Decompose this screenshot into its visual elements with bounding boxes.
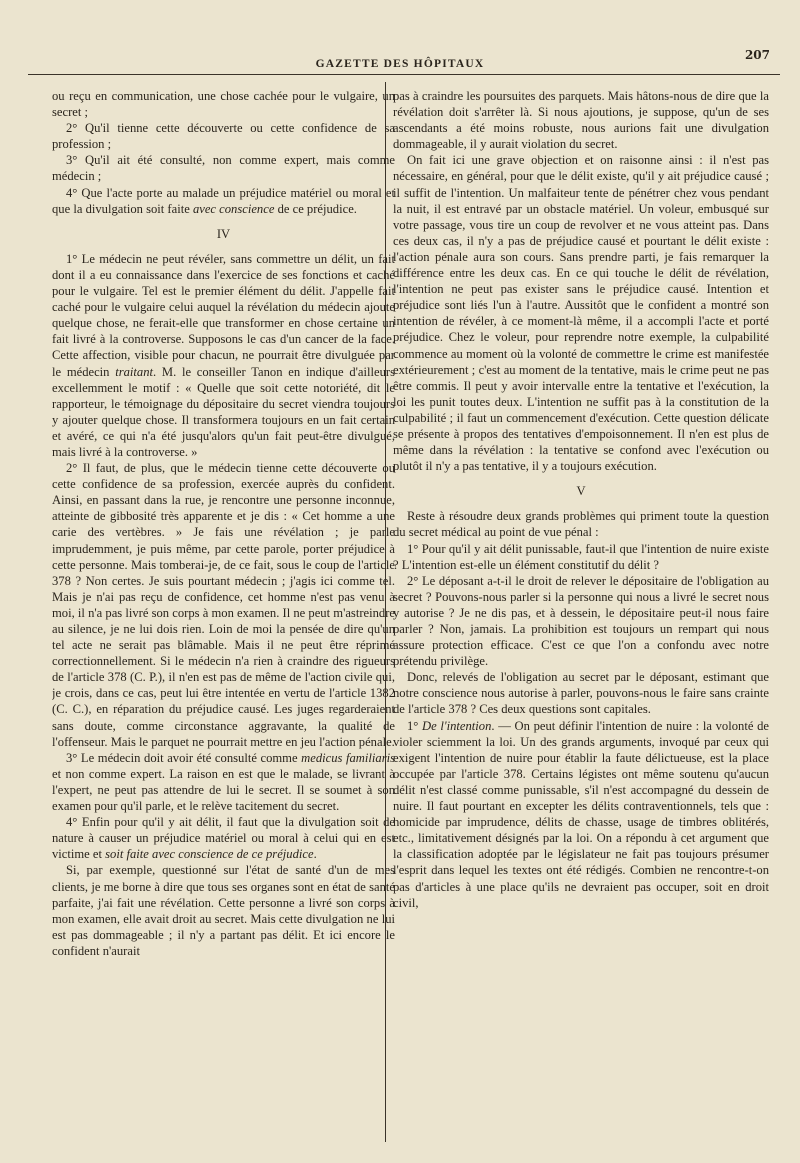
paragraph bbox=[52, 185, 395, 217]
running-header: GAZETTE DES HÔPITAUX bbox=[315, 58, 485, 70]
paragraph bbox=[393, 718, 769, 911]
paragraph: 2° Qu'il tienne cette découverte ou cette confidence de sa profession ; bbox=[52, 121, 395, 152]
paragraph: Si, par exemple, questionné sur l'état de santé d'un de mes clients, je me borne à dire que tous ses organes sont en état de santé parfaite, j'ai fait une révélation. Cette personne a livré son corps à mon examen, elle avait droit au secret. Mais cette divulgation ne lui est pas dommageable ; il n'y a partant pas délit. Et ici encore le confident n'aurait bbox=[52, 863, 395, 958]
text-run: . — On peut définir l'intention de nuire : la volonté de violer sciemment la loi. Un des grands arguments, invoqué par ceux qui exigent l'intention de nuire pour établir la faute délictueuse, est la place occupée par l'article 378. Certains légistes ont même soutenu qu'aucun délit n'est classé comme punissable, s'il n'est accompagné du dessein de nuire. Il faut pourtant en excepter les délits contraventionnels, tels que : homicide par imprudence, délits de chasse, usage de timbres oblitérés, etc., limitativement désignés par la loi. On a répondu à cet argument que la classification adoptée par le législateur ne fait pas toujours présumer l'esprit dans lequel les textes ont été rédigés. Combien ne rencontre-t-on pas d'articles à une place qu'ils ne devraient pas occuper, soit en droit civil, bbox=[393, 718, 769, 910]
paragraph: 2° Il faut, de plus, que le médecin tienne cette découverte ou cette confidence de sa profession, exercée auprès du confident. Ainsi, en passant dans la rue, je rencontre une personne inconnue, atteinte de gibbosité très apparente et je dis : « Cet homme a une carie des vertèbres. » Je fais une révélation ; je parle imprudemment, je puis même, par cette parole, porter préjudice à cette personne. Mais tomberai-je, de ce fait, sous le coup de l'article 378 ? Non certes. Je suis pourtant médecin ; j'agis ici comme tel. Mais je n'ai pas reçu de confidence, cet homme n'est pas venu à moi, il n'a pas livré son corps à mon examen. Il ne peut m'astreindre au silence, je ne lui dois rien. Loin de moi la pensée de dire qu'un tel acte ne serait pas blâmable. Mais il ne peut être réprimé correctionnellement. Si le médecin n'a rien à craindre des rigueurs de l'article 378 (C. P.), il n'en est pas de même de l'action civile qui, je crois, dans ce cas, peut lui être intentée en vertu de l'article 1382 (C. C.), en réparation du préjudice causé. Les juges regarderaient sans doute, comme circonstance aggravante, la qualité de l'offenseur. Mais le parquet ne pourrait mettre en jeu l'action pénale. bbox=[52, 461, 395, 749]
paragraph: 3° Qu'il ait été consulté, non comme expert, mais comme médecin ; bbox=[52, 153, 395, 184]
text-run: 4° Que l'acte porte au malade un préjudice matériel ou moral et que la divulgation soit faite bbox=[52, 185, 395, 216]
text-run: . M. le conseiller Tanon en indique d'ailleurs excellemment le motif : « Quelle que soit cette notoriété, dit le rapporteur, le témoignage du dépositaire du secret viendra toujours y ajouter quelque chose. Il transformera toujours en un fait certain et avéré, ce qui n'a été jusqu'alors qu'un fait peut-être divulgué, mais livré à la controverse. » bbox=[52, 364, 395, 459]
paragraph: ou reçu en communication, une chose cachée pour le vulgaire, un secret ; bbox=[52, 89, 395, 120]
text-run: et non comme expert. La raison en est que le malade, se livrant à l'expert, ne peut pas attendre de lui le secret. Il se soumet à son examen pour qu'il parle, et le relève tacitement du secret. bbox=[52, 766, 395, 814]
italic-run: medicus familiaris bbox=[301, 750, 395, 765]
header-rule bbox=[28, 74, 780, 75]
text-run: . bbox=[313, 847, 317, 862]
paragraph: 1° Pour qu'il y ait délit punissable, faut-il que l'intention de nuire existe ? L'intention est-elle un élément constitutif du délit ? bbox=[393, 541, 769, 572]
right-column bbox=[393, 88, 769, 1143]
text-run: 1° bbox=[407, 718, 423, 733]
paragraph: On fait ici une grave objection et on raisonne ainsi : il n'est pas nécessaire, en général, pour que le délit existe, qu'il y ait préjudice causé ; il suffit de l'intention. Un malfaiteur tente de pénétrer chez vous pendant la nuit, il est entravé par un obstacle matériel. Un voleur, embusqué sur votre passage, vous tire un coup de revolver et ne vous atteint pas. Dans ces deux cas, il n'y a pas de préjudice causé et pourtant le délit existe : l'action pénale aura son cours. Sans prendre parti, je fais remarquer la différence entre les deux cas. En ce qui touche le délit de révélation, l'intention ne peut pas exister sans le préjudice causé. Intention et préjudice sont liés l'un à l'autre. Aussitôt que le confident a montré son intention de révéler, à ce moment-là même, il a accompli l'acte et porté préjudice. Chez le voleur, pour reprendre notre exemple, la culpabilité commence au moment où la volonté de commettre le crime est manifestée extérieurement ; c'est au moment de la tentative, mais le crime peut ne pas être commis. Il peut y avoir intervalle entre la tentative et l'exécution, la loi les punit toutes deux. L'intention ne suffit pas à la constitution de la culpabilité ; il faut un commencement d'exécution. Cette question délicate se présente à propos des tentatives d'empoisonnement. Il n'en est plus de même dans la révélation : la tentative se confond avec l'exécution ou plutôt il n'y a pas tentative, il y a toujours exécution. bbox=[393, 153, 769, 474]
section-heading-v: V bbox=[576, 484, 586, 499]
italic-run: avec conscience bbox=[192, 201, 275, 216]
italic-run: soit faite avec conscience de ce préjudice bbox=[105, 847, 314, 862]
text-run: de ce préjudice. bbox=[274, 201, 357, 216]
italic-run: De l'intention bbox=[422, 718, 492, 733]
paragraph: 2° Le déposant a-t-il le droit de relever le dépositaire de l'obligation au secret ? Pouvons-nous parler si la personne qui nous a livré le secret nous y autorise ? Je ne dis pas, et à dessein, le dépositaire peut-il nous faire parler ? Non, jamais. La prohibition est toujours un rempart qui nous assure protection efficace. C'est ce que l'on a confondu avec notre prétendu privilège. bbox=[393, 573, 769, 669]
paragraph bbox=[52, 750, 395, 814]
text-run: 1° Le médecin ne peut révéler, sans commettre un délit, un fait dont il a eu connaissance dans l'exercice de ses fonctions et caché pour le vulgaire. Tel est le premier élément du délit. J'appelle fait caché pour le vulgaire celui auquel la révélation du médecin ajoute quelque chose, ne ferait-elle que transformer en chose certaine un fait livré à la controverse. Supposons le cas d'un cancer de la face. Cette affection, visible pour chacun, ne pourrait être divulguée par le médecin bbox=[52, 251, 395, 379]
text-run: 4° Enfin pour qu'il y ait délit, il faut que la divulgation soit de nature à causer un préjudice matériel ou moral à celui qui en est victime et bbox=[52, 815, 395, 862]
italic-run: traitant bbox=[115, 364, 153, 379]
page-number: 207 bbox=[744, 48, 770, 62]
paragraph: pas à craindre les poursuites des parquets. Mais hâtons-nous de dire que la révélation doit s'arrêter là. Si nous ajoutions, je suppose, qu'un de ses ascendants a été moins robuste, nous aurions fait une divulgation dommageable, il y aurait violation du secret. bbox=[393, 89, 769, 152]
left-column bbox=[52, 88, 395, 1143]
paragraph: Donc, relevés de l'obligation au secret par le déposant, estimant que notre conscience nous autorise à parler, pouvons-nous le faire sans crainte de l'article 378 ? Ces deux questions sont capitales. bbox=[393, 670, 769, 717]
section-heading-iv: IV bbox=[216, 226, 231, 241]
paragraph: Reste à résoudre deux grands problèmes qui priment toute la question du secret médical au point de vue pénal : bbox=[393, 509, 769, 540]
paragraph bbox=[52, 251, 395, 460]
paragraph bbox=[52, 814, 395, 862]
text-run: 3° Le médecin doit avoir été consulté comme bbox=[66, 750, 302, 765]
